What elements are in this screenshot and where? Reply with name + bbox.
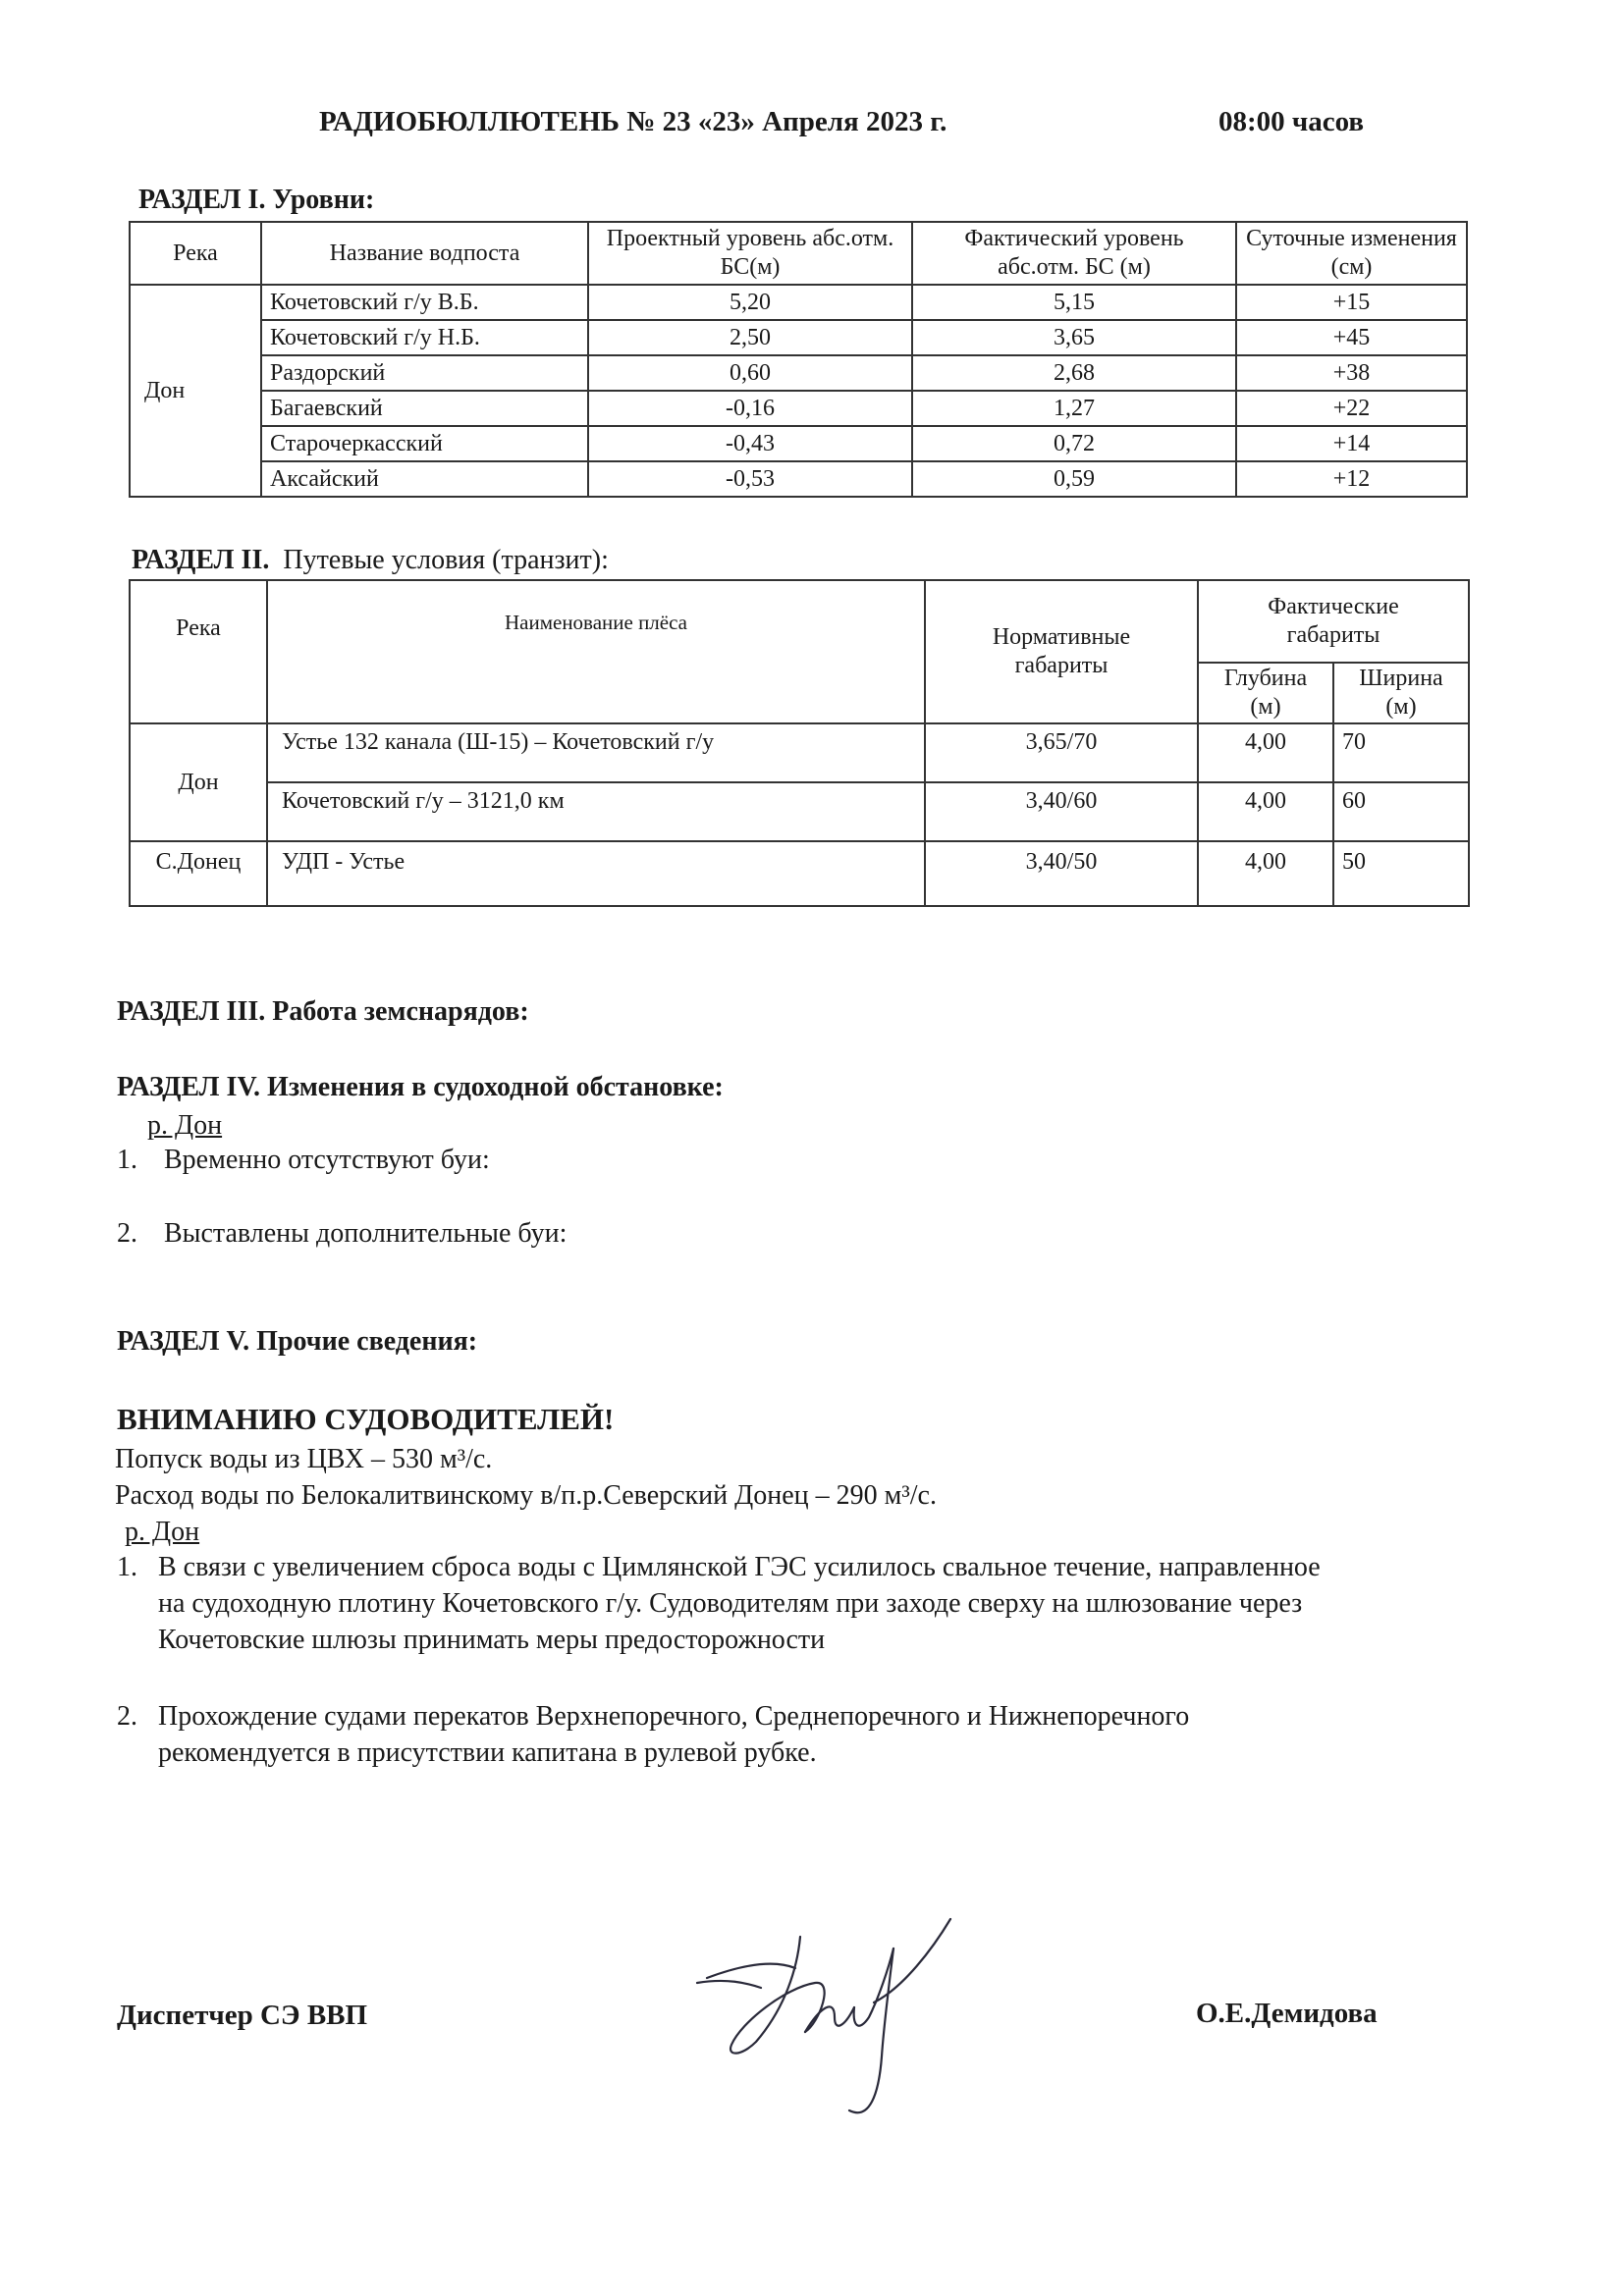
actual-level: 2,68 — [912, 355, 1236, 391]
col-river: Река — [130, 580, 267, 723]
table-row — [130, 285, 1467, 320]
river-cell: С.Донец — [130, 841, 267, 906]
post-name: Кочетовский г/у Н.Б. — [261, 320, 588, 355]
post-name: Багаевский — [261, 391, 588, 426]
normative-dims: 3,40/60 — [925, 782, 1198, 841]
table-row — [130, 461, 1467, 497]
daily-change: +14 — [1236, 426, 1467, 461]
list-item-line: на судоходную плотину Кочетовского г/у. Судоводителям при заходе сверху на шлюзование через — [158, 1588, 1303, 1619]
project-level: 5,20 — [588, 285, 912, 320]
section-2-label: РАЗДЕЛ II. — [132, 545, 270, 575]
col-river: Река — [130, 222, 261, 285]
actual-level: 0,72 — [912, 426, 1236, 461]
reach-name: УДП - Устье — [267, 841, 925, 906]
daily-change: +22 — [1236, 391, 1467, 426]
post-name: Раздорский — [261, 355, 588, 391]
daily-change: +12 — [1236, 461, 1467, 497]
col-reach: Наименование плёса — [267, 580, 925, 723]
col-project-level: Проектный уровень абс.отм. БС(м) — [588, 222, 912, 285]
river-cell: Дон — [130, 285, 261, 497]
section-3-title: РАЗДЕЛ III. Работа земснарядов: — [117, 996, 529, 1027]
col-post: Название водпоста — [261, 222, 588, 285]
project-level: -0,16 — [588, 391, 912, 426]
dispatcher-name: О.Е.Демидова — [1196, 1998, 1378, 2029]
actual-width: 50 — [1333, 841, 1469, 906]
signature-icon — [687, 1909, 982, 2164]
list-item-number: 2. — [117, 1701, 137, 1732]
table-row — [130, 391, 1467, 426]
release-line: Попуск воды из ЦВХ – 530 м³/с. — [115, 1444, 493, 1474]
table-row — [130, 355, 1467, 391]
actual-level: 0,59 — [912, 461, 1236, 497]
table-row — [130, 782, 1469, 841]
section-2-title — [132, 545, 609, 576]
list-item-number: 1. — [117, 1145, 137, 1175]
table-row — [130, 320, 1467, 355]
daily-change: +38 — [1236, 355, 1467, 391]
bulletin-header — [319, 106, 1365, 138]
levels-table-header — [130, 222, 1467, 285]
list-item-number: 2. — [117, 1218, 137, 1249]
actual-width: 60 — [1333, 782, 1469, 841]
flow-line: Расход воды по Белокалитвинскому в/п.р.Северский Донец – 290 м³/с. — [115, 1480, 937, 1511]
col-actual-level: Фактический уровень абс.отм. БС (м) — [912, 222, 1236, 285]
project-level: -0,53 — [588, 461, 912, 497]
section-4-river: р. Дон — [147, 1110, 223, 1141]
dispatcher-position: Диспетчер СЭ ВВП — [117, 2000, 368, 2031]
list-item-line: Прохождение судами перекатов Верхнепоречного, Среднепоречного и Нижнепоречного — [158, 1701, 1190, 1732]
list-item-text: Временно отсутствуют буи: — [164, 1145, 490, 1175]
list-item-line: В связи с увеличением сброса воды с Цимлянской ГЭС усилилось свальное течение, направленное — [158, 1552, 1321, 1582]
table-row — [130, 426, 1467, 461]
post-name: Кочетовский г/у В.Б. — [261, 285, 588, 320]
section-1-title: РАЗДЕЛ I. Уровни: — [138, 185, 375, 215]
col-normative: Нормативные габариты — [925, 580, 1198, 723]
actual-level: 1,27 — [912, 391, 1236, 426]
list-item-line: рекомендуется в присутствии капитана в рулевой рубке. — [158, 1737, 817, 1768]
actual-depth: 4,00 — [1198, 723, 1333, 782]
col-width: Ширина (м) — [1333, 663, 1469, 723]
section-5-river: р. Дон — [125, 1517, 200, 1547]
list-item-text: Выставлены дополнительные буи: — [164, 1218, 568, 1249]
col-depth: Глубина (м) — [1198, 663, 1333, 723]
list-item-line: Кочетовские шлюзы принимать меры предосторожности — [158, 1625, 826, 1655]
levels-table — [129, 221, 1468, 498]
post-name: Старочеркасский — [261, 426, 588, 461]
normative-dims: 3,40/50 — [925, 841, 1198, 906]
reach-name: Устье 132 канала (Ш-15) – Кочетовский г/у — [267, 723, 925, 782]
project-level: 0,60 — [588, 355, 912, 391]
daily-change: +45 — [1236, 320, 1467, 355]
project-level: -0,43 — [588, 426, 912, 461]
post-name: Аксайский — [261, 461, 588, 497]
section-2-subtitle: Путевые условия (транзит): — [283, 545, 609, 575]
reach-name: Кочетовский г/у – 3121,0 км — [267, 782, 925, 841]
river-cell: Дон — [130, 723, 267, 841]
bulletin-time: 08:00 часов — [1218, 106, 1365, 137]
bulletin-title: РАДИОБЮЛЛЮТЕНЬ № 23 «23» Апреля 2023 г. — [319, 106, 947, 137]
daily-change: +15 — [1236, 285, 1467, 320]
section-4-title: РАЗДЕЛ IV. Изменения в судоходной обстановке: — [117, 1072, 724, 1102]
transit-table — [129, 579, 1470, 907]
col-daily-change: Суточные изменения (см) — [1236, 222, 1467, 285]
col-actual: Фактические габариты — [1198, 580, 1469, 663]
actual-depth: 4,00 — [1198, 782, 1333, 841]
project-level: 2,50 — [588, 320, 912, 355]
actual-level: 5,15 — [912, 285, 1236, 320]
section-5-title: РАЗДЕЛ V. Прочие сведения: — [117, 1326, 478, 1357]
attention-heading: ВНИМАНИЮ СУДОВОДИТЕЛЕЙ! — [117, 1402, 615, 1436]
transit-header-row-1 — [130, 580, 1469, 663]
table-row — [130, 723, 1469, 782]
actual-width: 70 — [1333, 723, 1469, 782]
list-item-number: 1. — [117, 1552, 137, 1582]
actual-level: 3,65 — [912, 320, 1236, 355]
actual-depth: 4,00 — [1198, 841, 1333, 906]
table-row — [130, 841, 1469, 906]
normative-dims: 3,65/70 — [925, 723, 1198, 782]
